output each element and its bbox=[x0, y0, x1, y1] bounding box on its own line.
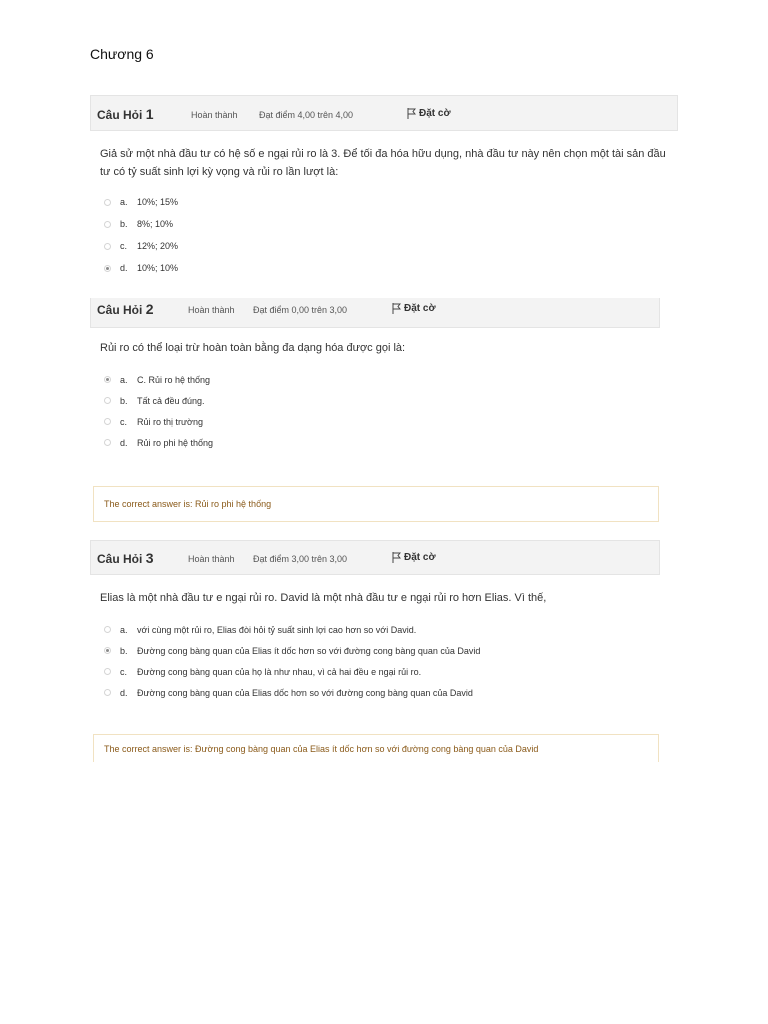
answer-letter: d. bbox=[120, 437, 128, 448]
question-label: Câu Hỏi bbox=[97, 303, 143, 317]
question-1 bbox=[90, 95, 678, 279]
answer-option-a[interactable] bbox=[104, 191, 678, 213]
answer-letter: b. bbox=[120, 645, 128, 656]
flag-question-button[interactable] bbox=[407, 108, 451, 119]
answer-list bbox=[90, 369, 660, 453]
answer-option-c[interactable] bbox=[104, 235, 678, 257]
question-number: 3 bbox=[145, 550, 154, 566]
question-1-number bbox=[97, 106, 153, 122]
question-grade: Đạt điểm 4,00 trên 4,00 bbox=[259, 110, 354, 120]
radio-button-selected[interactable] bbox=[104, 376, 111, 383]
flag-label: Đặt cờ bbox=[419, 108, 451, 120]
question-2-header bbox=[90, 298, 660, 328]
radio-button-selected[interactable] bbox=[104, 265, 111, 272]
question-1-text bbox=[90, 131, 678, 191]
flag-question-button[interactable] bbox=[392, 552, 436, 563]
flag-label: Đặt cờ bbox=[404, 303, 436, 315]
flag-label: Đặt cờ bbox=[404, 552, 436, 564]
radio-button[interactable] bbox=[104, 418, 111, 425]
answer-letter: b. bbox=[120, 219, 128, 229]
answer-text: Tất cả đều đúng. bbox=[137, 395, 205, 406]
chapter-title: Chương 6 bbox=[90, 46, 154, 62]
question-2 bbox=[90, 298, 660, 453]
answer-text: C. Rủi ro hệ thống bbox=[137, 374, 211, 385]
radio-button[interactable] bbox=[104, 397, 111, 404]
answer-text: 8%; 10% bbox=[137, 219, 174, 229]
question-text-line: Giả sử một nhà đầu tư có hệ số e ngại rủi ro là 3. Để tối đa hóa hữu dụng, nhà đầu tư này nên chọn một tài sản đầu bbox=[100, 148, 666, 160]
flag-icon bbox=[392, 552, 401, 563]
question-text-line: Rủi ro có thể loại trừ hoàn toàn bằng đa dạng hóa được gọi là: bbox=[100, 342, 406, 354]
flag-icon bbox=[392, 303, 401, 314]
question-text-line: tư có tỷ suất sinh lợi kỳ vọng và rủi ro lần lượt là: bbox=[100, 166, 339, 178]
answer-option-d[interactable] bbox=[104, 257, 678, 279]
question-text-line: Elias là một nhà đầu tư e ngại rủi ro. David là một nhà đầu tư e ngại rủi ro hơn Elias. Vì thế, bbox=[100, 592, 547, 604]
question-1-header bbox=[90, 95, 678, 131]
question-grade: Đạt điểm 3,00 trên 3,00 bbox=[253, 554, 348, 564]
radio-button[interactable] bbox=[104, 689, 111, 696]
answer-list bbox=[90, 619, 660, 703]
radio-button[interactable] bbox=[104, 626, 111, 633]
question-grade: Đạt điểm 0,00 trên 3,00 bbox=[253, 305, 348, 315]
question-number: 2 bbox=[145, 301, 154, 317]
radio-button[interactable] bbox=[104, 221, 111, 228]
answer-text: Đường cong bàng quan của Elias dốc hơn so với đường cong bàng quan của David bbox=[137, 687, 473, 698]
flag-icon bbox=[407, 108, 416, 119]
question-3-header bbox=[90, 540, 660, 575]
answer-option-d[interactable] bbox=[104, 432, 660, 453]
question-label: Câu Hỏi bbox=[97, 552, 143, 566]
question-state: Hoàn thành bbox=[188, 554, 235, 564]
answer-letter: c. bbox=[120, 666, 128, 677]
question-label: Câu Hỏi bbox=[97, 108, 143, 122]
question-3 bbox=[90, 540, 660, 703]
answer-letter: d. bbox=[120, 687, 128, 698]
question-3-text bbox=[90, 575, 660, 619]
radio-button[interactable] bbox=[104, 439, 111, 446]
correct-answer-feedback: The correct answer is: Rủi ro phi hệ thống bbox=[93, 486, 659, 522]
question-state: Hoàn thành bbox=[191, 110, 238, 120]
answer-option-b[interactable] bbox=[104, 213, 678, 235]
answer-letter: c. bbox=[120, 416, 128, 427]
answer-letter: b. bbox=[120, 395, 128, 406]
answer-text: với cùng một rủi ro, Elias đòi hỏi tỷ suất sinh lợi cao hơn so với David. bbox=[137, 624, 417, 635]
answer-text: Đường cong bàng quan của họ là như nhau, vì cả hai đều e ngại rủi ro. bbox=[137, 666, 422, 677]
answer-text: 10%; 10% bbox=[137, 263, 179, 273]
question-number: 1 bbox=[145, 106, 154, 122]
question-state: Hoàn thành bbox=[188, 305, 235, 315]
answer-letter: a. bbox=[120, 624, 128, 635]
answer-option-c[interactable] bbox=[104, 411, 660, 432]
radio-button[interactable] bbox=[104, 668, 111, 675]
answer-text: Rủi ro phi hệ thống bbox=[137, 437, 214, 448]
answer-option-b[interactable] bbox=[104, 640, 660, 661]
answer-letter: a. bbox=[120, 374, 128, 385]
radio-button-selected[interactable] bbox=[104, 647, 111, 654]
question-3-number bbox=[97, 550, 153, 566]
answer-letter: c. bbox=[120, 241, 128, 251]
answer-option-a[interactable] bbox=[104, 619, 660, 640]
answer-option-b[interactable] bbox=[104, 390, 660, 411]
answer-option-d[interactable] bbox=[104, 682, 660, 703]
answer-option-a[interactable] bbox=[104, 369, 660, 390]
flag-question-button[interactable] bbox=[392, 303, 436, 314]
answer-letter: d. bbox=[120, 263, 128, 273]
correct-answer-feedback: The correct answer is: Đường cong bàng quan của Elias ít dốc hơn so với đường cong bàng quan của David bbox=[93, 734, 659, 762]
answer-text: 12%; 20% bbox=[137, 241, 179, 251]
answer-text: Đường cong bàng quan của Elias ít dốc hơn so với đường cong bàng quan của David bbox=[137, 645, 481, 656]
answer-letter: a. bbox=[120, 197, 128, 207]
question-2-number bbox=[97, 301, 153, 317]
answer-text: Rủi ro thị trường bbox=[137, 416, 203, 427]
question-2-text bbox=[90, 328, 660, 369]
answer-text: 10%; 15% bbox=[137, 197, 179, 207]
radio-button[interactable] bbox=[104, 243, 111, 250]
answer-option-c[interactable] bbox=[104, 661, 660, 682]
answer-list bbox=[90, 191, 678, 279]
radio-button[interactable] bbox=[104, 199, 111, 206]
